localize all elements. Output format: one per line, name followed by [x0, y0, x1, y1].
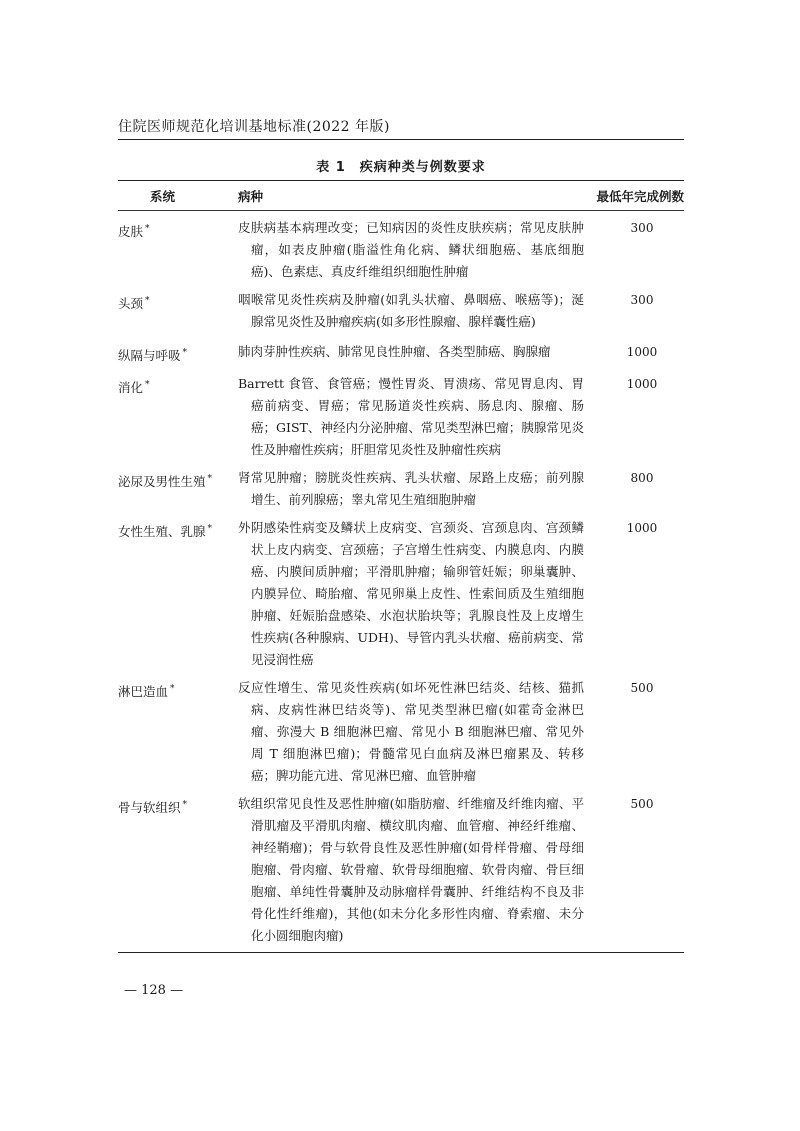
min-count-cell: 800: [630, 471, 654, 485]
asterisk-mark: *: [145, 380, 150, 390]
min-count-cell: 500: [630, 797, 654, 811]
system-name: 头颈: [118, 296, 144, 311]
disease-requirements-table: [118, 180, 684, 953]
running-header: 住院医师规范化培训基地标准(2022 年版): [118, 119, 391, 135]
system-name: 纵隔与呼吸: [118, 348, 181, 363]
system-cell: [118, 793, 238, 947]
min-count-cell: 300: [630, 221, 654, 235]
diseases-text: Barrett 食管、食管癌；慢性胃炎、胃溃疡、常见胃息肉、胃癌前病变、胃癌；常见肠道炎性疾病、肠息肉、腺瘤、肠癌；GIST、神经内分泌肿瘤、常见类型淋巴瘤；胰腺常见炎性及肿瘤性疾病；肝胆常见炎性及肿瘤性疾病: [238, 376, 584, 457]
system-name: 皮肤: [118, 224, 144, 239]
system-cell: [118, 217, 238, 283]
diseases-text: 肺肉芽肿性疾病、肺常见良性肿瘤、各类型肺癌、胸腺瘤: [238, 344, 551, 359]
column-header-diseases: 病种: [238, 188, 264, 204]
system-cell: [118, 341, 238, 367]
diseases-text: 外阴感染性病变及鳞状上皮病变、宫颈炎、宫颈息肉、宫颈鳞状上皮内病变、宫颈癌；子宫增生性病变、内膜息肉、内膜癌、内膜间质肿瘤；平滑肌肿瘤；输卵管妊娠；卵巢囊肿、内膜异位、畸胎瘤、常见卵巢上皮性、性索间质及生殖细胞肿瘤、妊娠胎盘感染、水泡状胎块等；乳腺良性及上皮增生性疾病(各种腺病、UDH)、导管内乳头状瘤、癌前病变、常见浸润性癌: [238, 520, 584, 667]
asterisk-mark: *: [182, 800, 188, 810]
table-row: [118, 673, 684, 789]
diseases-cell: [238, 677, 584, 787]
diseases-text: 软组织常见良性及恶性肿瘤(如脂肪瘤、纤维瘤及纤维肉瘤、平滑肌瘤及平滑肌肉瘤、横纹肌肉瘤、血管瘤、神经纤维瘤、神经鞘瘤)；骨与软骨良性及恶性肿瘤(如骨样骨瘤、骨母细胞瘤、骨肉瘤、软骨瘤、软骨母细胞瘤、软骨肉瘤、骨巨细胞瘤、单纯性骨囊肿及动脉瘤样骨囊肿、纤维结构不良及非骨化性纤维瘤)，其他(如未分化多形性肉瘤、脊索瘤、未分化小圆细胞肉瘤): [238, 796, 584, 943]
diseases-cell: [238, 289, 584, 333]
asterisk-mark: *: [145, 296, 150, 306]
min-count-cell: 1000: [626, 521, 658, 535]
table-body: [118, 211, 684, 949]
table-row: [118, 285, 684, 335]
table-header-row: [118, 180, 684, 211]
diseases-text: 肾常见肿瘤；膀胱炎性疾病、乳头状瘤、尿路上皮癌；前列腺增生、前列腺癌；睾丸常见生殖细胞肿瘤: [238, 470, 584, 507]
column-header-count: 最低年完成例数: [596, 188, 684, 204]
min-count-cell: 1000: [626, 345, 658, 359]
table-row: [118, 463, 684, 513]
asterisk-mark: *: [207, 524, 213, 534]
diseases-cell: [238, 217, 584, 283]
min-count-cell: 500: [630, 681, 654, 695]
system-cell: [118, 467, 238, 511]
diseases-cell: [238, 793, 584, 947]
table-caption: 表 1 疾病种类与例数要求: [316, 160, 486, 175]
system-name: 女性生殖、乳腺: [118, 524, 206, 539]
system-cell: [118, 289, 238, 333]
diseases-text: 皮肤病基本病理改变；已知病因的炎性皮肤疾病；常见皮肤肿瘤，如表皮肿瘤(脂溢性角化病、鳞状细胞癌、基底细胞癌)、色素痣、真皮纤维组织细胞性肿瘤: [238, 220, 584, 279]
system-cell: [118, 677, 238, 787]
asterisk-mark: *: [207, 474, 213, 484]
system-cell: [118, 373, 238, 461]
asterisk-mark: *: [182, 348, 188, 358]
table-row: [118, 369, 684, 463]
diseases-cell: [238, 517, 584, 671]
system-name: 消化: [118, 380, 144, 395]
system-name: 骨与软组织: [118, 800, 181, 815]
system-name: 淋巴造血: [118, 684, 169, 699]
column-header-system: 系统: [150, 188, 176, 204]
diseases-cell: [238, 467, 584, 511]
page-number: — 128 —: [124, 983, 184, 998]
system-name: 泌尿及男性生殖: [118, 474, 206, 489]
diseases-text: 反应性增生、常见炎性疾病(如坏死性淋巴结炎、结核、猫抓病、皮病性淋巴结炎等)、常见类型淋巴瘤(如霍奇金淋巴瘤、弥漫大 B 细胞淋巴瘤、常见小 B 细胞淋巴瘤、常见外周 T 细胞淋巴瘤)；骨髓常见白血病及淋巴瘤累及、转移癌；脾功能亢进、常见淋巴瘤、血管肿瘤: [238, 680, 584, 783]
table-row: [118, 211, 684, 285]
asterisk-mark: *: [145, 224, 150, 234]
table-row: [118, 789, 684, 949]
header-rule: [118, 139, 684, 140]
table-row: [118, 513, 684, 673]
diseases-cell: [238, 373, 584, 461]
min-count-cell: 300: [630, 293, 654, 307]
diseases-cell: [238, 341, 584, 367]
asterisk-mark: *: [170, 684, 175, 694]
diseases-text: 咽喉常见炎性疾病及肿瘤(如乳头状瘤、鼻咽癌、喉癌等)；涎腺常见炎性及肿瘤疾病(如多形性腺瘤、腺样囊性癌): [238, 292, 584, 329]
table-bottom-rule: [118, 952, 684, 953]
min-count-cell: 1000: [626, 377, 658, 391]
system-cell: [118, 517, 238, 671]
table-row: [118, 335, 684, 369]
